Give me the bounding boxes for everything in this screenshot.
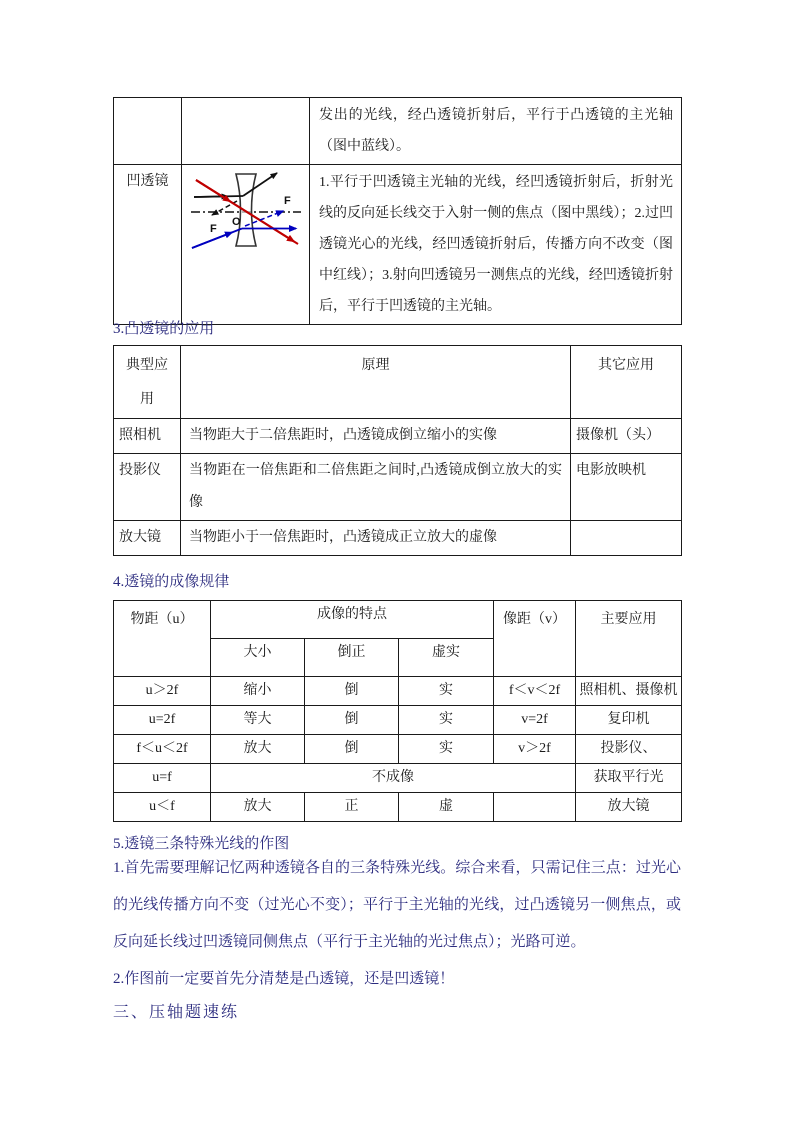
application-cell: 放大镜 (114, 521, 181, 556)
imaging-rules-table (113, 600, 682, 822)
other-application-cell: 电影放映机 (571, 454, 682, 521)
header-main-application: 主要应用 (576, 601, 682, 677)
header-object-distance: 物距（u） (114, 601, 211, 677)
header-typical-application: 典型应用 (114, 346, 181, 419)
header-principle: 原理 (181, 346, 571, 419)
special-rays-table (113, 97, 682, 325)
final-section-heading: 三、压轴题速练 (113, 1004, 240, 1021)
lens-type-cell: 凹透镜 (114, 165, 182, 325)
header-orientation: 倒正 (305, 639, 399, 677)
right-focus-label: F (283, 195, 291, 207)
orientation-cell: 倒 (305, 735, 399, 764)
size-cell: 放大 (211, 793, 305, 822)
header-virtual-real: 虚实 (399, 639, 494, 677)
table-row (114, 706, 682, 735)
rule-text-cell: 发出的光线，经凸透镜折射后，平行于凸透镜的主光轴（图中蓝线）。 (310, 98, 682, 165)
table-row-camera (114, 419, 682, 454)
other-application-cell: 摄像机（头） (571, 419, 682, 454)
table-row (114, 793, 682, 822)
size-cell: 等大 (211, 706, 305, 735)
table-row-no-image (114, 764, 682, 793)
table-row-convex-continuation (114, 98, 682, 165)
object-distance-cell: u＞2f (114, 677, 211, 706)
orientation-cell: 倒 (305, 706, 399, 735)
no-image-cell: 不成像 (211, 764, 576, 793)
size-cell: 放大 (211, 735, 305, 764)
other-application-cell (571, 521, 682, 556)
lens-type-cell-empty (114, 98, 182, 165)
principle-cell: 当物距大于二倍焦距时，凸透镜成倒立缩小的实像 (181, 419, 571, 454)
application-cell: 获取平行光 (576, 764, 682, 793)
image-distance-cell: v＞2f (494, 735, 576, 764)
optical-center-label: O (231, 216, 241, 228)
virtual-real-cell: 实 (399, 735, 494, 764)
section3-heading: 3.凸透镜的应用 (113, 321, 215, 337)
principle-cell: 当物距小于一倍焦距时，凸透镜成正立放大的虚像 (181, 521, 571, 556)
principle-cell: 当物距在一倍焦距和二倍焦距之间时,凸透镜成倒立放大的实像 (181, 454, 571, 521)
application-cell: 照相机、摄像机 (576, 677, 682, 706)
application-cell: 放大镜 (576, 793, 682, 822)
table-header-row-1 (114, 601, 682, 639)
object-distance-cell: u=f (114, 764, 211, 793)
section5-paragraph-2: 2.作图前一定要首先分清楚是凸透镜，还是凹透镜！ (113, 971, 455, 987)
left-focus-label: F (209, 223, 217, 235)
concave-lens-shape (236, 174, 256, 246)
orientation-cell: 倒 (305, 677, 399, 706)
table-header-row (114, 346, 682, 419)
table-row-concave (114, 165, 682, 325)
header-other-application: 其它应用 (571, 346, 682, 419)
object-distance-cell: u=2f (114, 706, 211, 735)
concave-lens-ray-diagram (190, 171, 302, 251)
table-row-magnifier (114, 521, 682, 556)
size-cell: 缩小 (211, 677, 305, 706)
table-row (114, 677, 682, 706)
section4-heading: 4.透镜的成像规律 (113, 574, 230, 590)
section5-paragraph-1: 1.首先需要理解记忆两种透镜各自的三条特殊光线。综合来看，只需记住三点：过光心的光线传播方向不变（过光心不变）；平行于主光轴的光线，过凸透镜另一侧焦点，或反向延长线过凹透镜同侧焦点（平行于主光轴的光过焦点）；光路可逆。 (113, 860, 681, 950)
table-row (114, 735, 682, 764)
application-cell: 投影仪 (114, 454, 181, 521)
application-cell: 照相机 (114, 419, 181, 454)
orientation-cell: 正 (305, 793, 399, 822)
diagram-cell-empty (182, 98, 310, 165)
virtual-real-cell: 实 (399, 677, 494, 706)
application-cell: 复印机 (576, 706, 682, 735)
object-distance-cell: u＜f (114, 793, 211, 822)
application-cell: 投影仪、 (576, 735, 682, 764)
table-row-projector (114, 454, 682, 521)
section5-heading: 5.透镜三条特殊光线的作图 (113, 836, 290, 852)
header-size: 大小 (211, 639, 305, 677)
rule-text-cell: 1.平行于凹透镜主光轴的光线，经凹透镜折射后，折射光线的反向延长线交于入射一侧的焦点（图中黑线）；2.过凹透镜光心的光线，经凹透镜折射后，传播方向不改变（图中红线）；3.射向凹透镜另一测焦点的光线，经凹透镜折射后，平行于凹透镜的主光轴。 (310, 165, 682, 325)
header-image-characteristics: 成像的特点 (211, 601, 494, 639)
concave-lens-diagram-cell (182, 165, 310, 325)
image-distance-cell: v=2f (494, 706, 576, 735)
applications-table (113, 345, 682, 556)
virtual-real-cell: 实 (399, 706, 494, 735)
virtual-real-cell: 虚 (399, 793, 494, 822)
image-distance-cell: f＜v＜2f (494, 677, 576, 706)
header-image-distance: 像距（v） (494, 601, 576, 677)
image-distance-cell (494, 793, 576, 822)
object-distance-cell: f＜u＜2f (114, 735, 211, 764)
